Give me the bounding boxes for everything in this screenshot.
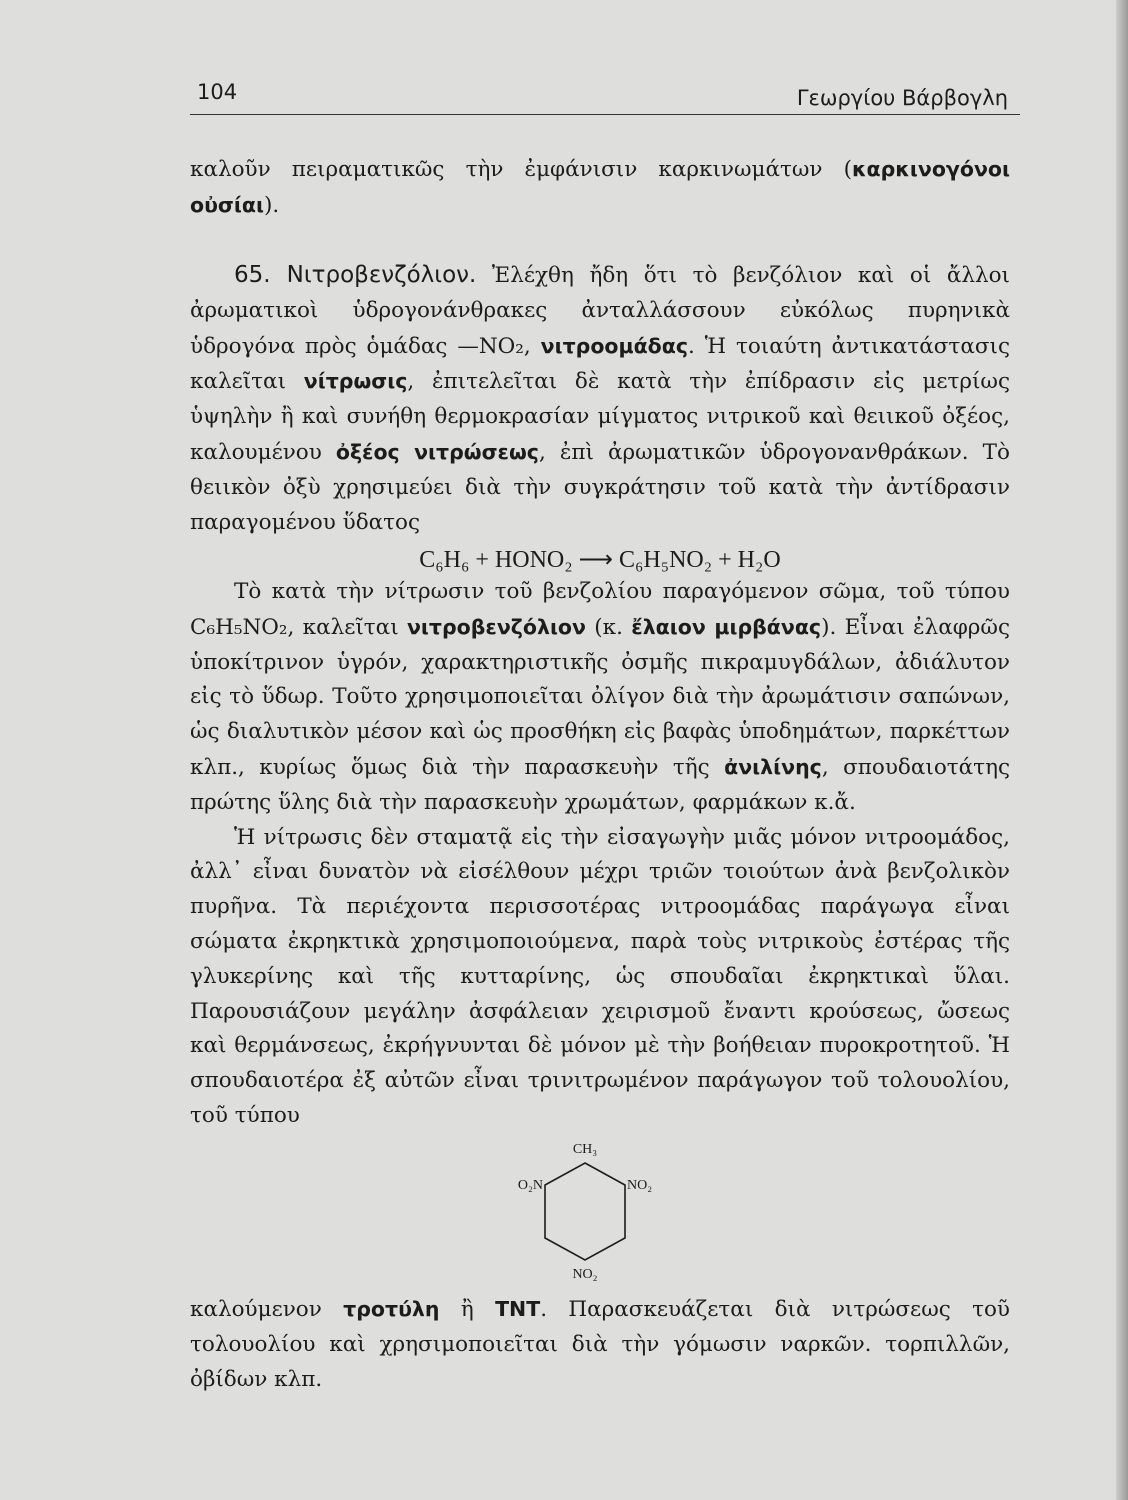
page-edge-shadow (1116, 0, 1128, 1500)
term-mirbane-oil: ἔλαιον μιρβάνας (631, 614, 822, 639)
closing-paragraph (190, 1292, 1010, 1397)
nitration-equation: C₆H₆ + HONO₂ ⟶ C₆H₅NO₂ + H₂O (419, 547, 781, 573)
header-rule (190, 114, 1020, 115)
page-number: 104 (197, 80, 238, 104)
part2-text-a: Τὸ κατὰ τὴν νίτρωσιν τοῦ βενζολίου παραγόμενον σῶμα, τοῦ τύπου C₆H₅NO₂, καλεῖται (190, 579, 1010, 640)
section-text-c: . Ἡ τοιαύτη ἀντικατάστασις καλεῖται (190, 333, 1010, 395)
right-nitro-group: NO₂ (627, 1178, 653, 1193)
intro-paragraph (190, 152, 1010, 224)
bottom-nitro-group: NO₂ (572, 1267, 598, 1282)
nitrobenzene-description (190, 575, 1010, 1134)
term-nitro-group: νιτροομάδας (540, 333, 688, 358)
explosives-paragraph: Ἡ νίτρωσις δὲν σταματᾷ εἰς τὴν εἰσαγωγὴν μιᾶς μόνον νιτροομάδος, ἀλλ᾽ εἶναι δυνατὸν νὰ εἰσέλθουν μέχρι τριῶν τοιούτων ἀνὰ βενζολικὸν πυρῆνα. Τὰ περιέχοντα περισσοτέρας νιτροομάδας παράγωγα εἶναι σώματα ἐκρηκτικὰ χρησιμοποιούμενα, παρὰ τοὺς νιτρικοὺς ἐστέρας τῆς γλυκερίνης καὶ τῆς κυτταρίνης, ὡς σπουδαῖαι ἐκρηκτικαὶ ὕλαι. Παρουσιάζουν μεγάλην ἀσφάλειαν χειρισμοῦ ἔναντι κρούσεως, ὤσεως καὶ θερμάνσεως, ἐκρήγνυνται δὲ μόνον μὲ τὴν βοήθειαν πυροκροτητοῦ. Ἡ σπουδαιοτέρα ἐξ αὐτῶν εἶναι τρινιτρωμένον παράγωγον τοῦ τολουολίου, τοῦ τύπου (190, 824, 1010, 1128)
closing-text-e: . Παρασκευάζεται διὰ νιτρώσεως τοῦ τολουολίου καὶ χρησιμοποιεῖται διὰ τὴν γόμωσιν ναρκῶν. τορπιλλῶν, ὀβίδων κλπ. (190, 1297, 1011, 1392)
section-text-a: Ἐλέχθη ἤδη ὅτι τὸ βενζόλιον καὶ οἱ ἄλλοι ἀρωματικοὶ ὑδρογονάνθρακες ἀνταλλάσσουν εὐκόλως πυρηνικὰ ὑδρογόνα πρὸς ὁμάδας —NO₂, (190, 263, 1010, 359)
section-title: 65. Νιτροβενζόλιον. (234, 262, 477, 288)
intro-text: καλοῦν πειραματικῶς τὴν ἐμφάνισιν καρκινωμάτων ( (190, 157, 852, 182)
part2-text-c: (κ. (594, 614, 623, 640)
tnt-structure-svg (495, 1135, 675, 1285)
section-text-e: , ἐπιτελεῖται δὲ κατὰ τὴν ἐπίδρασιν εἰς μετρίως ὑψηλὴν ἢ καὶ συνήθη θερμοκρασίαν μίγματος νιτρικοῦ καὶ θειικοῦ ὀξέος, καλουμένου (190, 369, 1010, 465)
term-trotyl: τροτύλη (343, 1297, 440, 1321)
part2-text-g: , σπουδαιοτάτης πρώτης ὕλης διὰ τὴν παρασκευὴν χρωμάτων, φαρμάκων κ.ἄ. (190, 754, 1010, 815)
running-head: Γεωργίου Βάρβογλη (796, 86, 1008, 110)
closing-text-a: καλούμενον (190, 1297, 322, 1322)
term-nitrating-acid: ὀξέος νιτρώσεως (335, 439, 539, 464)
intro-end: ). (263, 192, 280, 218)
section-65 (190, 258, 1010, 540)
term-tnt: TNT (495, 1297, 541, 1321)
intro-bold-term: καρκινογόνοι οὐσίαι (190, 157, 1010, 217)
section-text-g: , ἐπὶ ἀρωματικῶν ὑδρογονανθράκων. Τὸ θειικὸν ὀξὺ χρησιμεύει διὰ τὴν συγκράτησιν τοῦ κατὰ τὴν ἀντίδρασιν παραγομένου ὕδατος (190, 439, 1010, 535)
methyl-group: CH₃ (572, 1142, 598, 1157)
tnt-structure-diagram (495, 1135, 675, 1285)
part2-text-e: ). Εἶναι ἐλαφρῶς ὑποκίτρινον ὑγρόν, χαρακτηριστικῆς ὀσμῆς πικραμυγδάλων, ἀδιάλυτον εἰς τὸ ὕδωρ. Τοῦτο χρησιμοποιεῖται ὀλίγον διὰ τὴν ἀρωμάτισιν σαπώνων, ὡς διαλυτικὸν μέσον καὶ ὡς προσθήκη εἰς βαφὰς ὑποδημάτων, παρκέττων κλπ., κυρίως ὅμως διὰ τὴν παρασκευὴν τῆς (190, 614, 1011, 780)
term-aniline: ἀνιλίνης (724, 754, 822, 779)
term-nitration: νίτρωσις (303, 369, 408, 394)
closing-text-c: ἢ (460, 1297, 474, 1322)
term-nitrobenzene: νιτροβενζόλιον (406, 614, 586, 639)
left-nitro-group: O₂N (517, 1178, 543, 1193)
benzene-ring (545, 1163, 625, 1260)
